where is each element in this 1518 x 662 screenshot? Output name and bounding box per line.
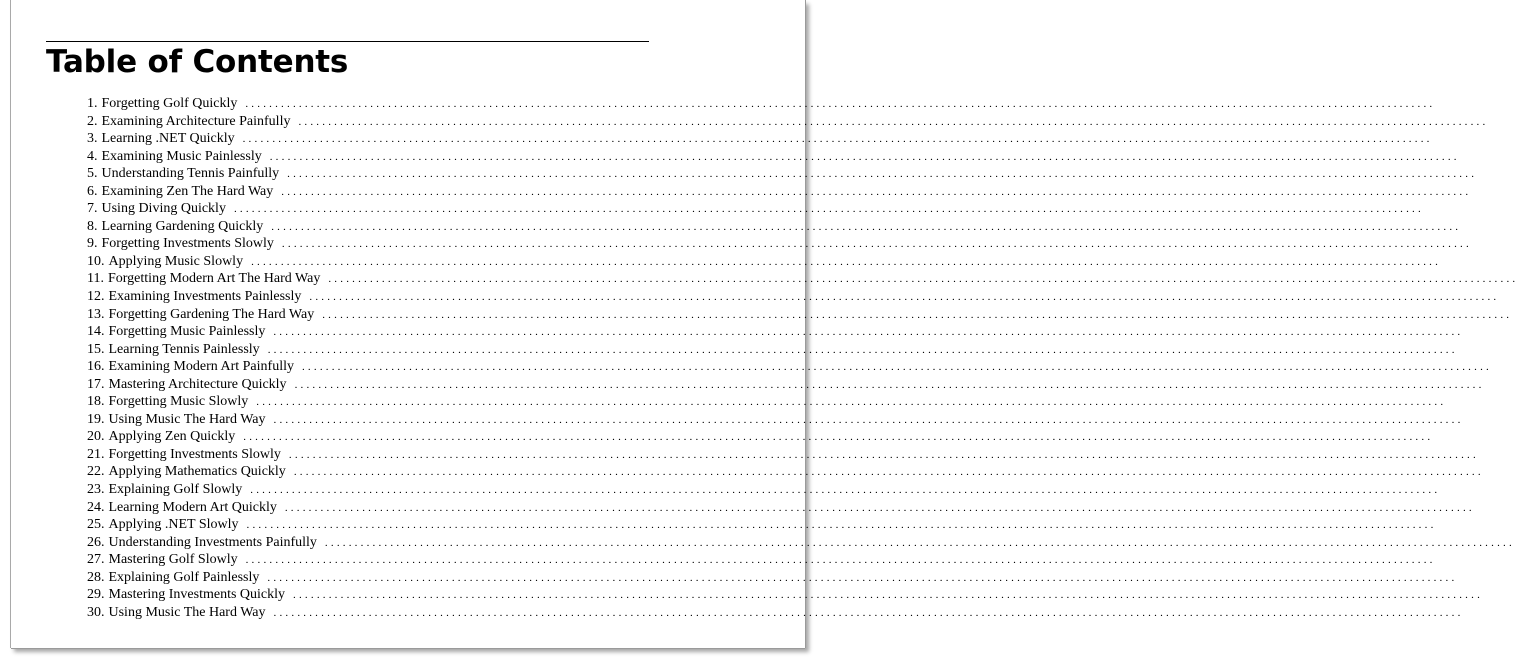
toc-entry xyxy=(87,499,1475,517)
toc-dot-leader: ........................................................................................................................................................................................................ xyxy=(298,115,1489,128)
toc-entry-text: Mastering Investments Quickly xyxy=(108,587,286,603)
toc-entry xyxy=(87,393,1447,411)
toc-entry xyxy=(87,113,1489,131)
toc-entry-text: Applying Music Slowly xyxy=(108,253,244,269)
toc-entry-text: Using Music The Hard Way xyxy=(108,604,266,620)
toc-entry-number: 13. xyxy=(87,306,105,322)
toc-dot-leader: ........................................................................................................................................................................................................ xyxy=(328,273,1518,286)
toc-entry xyxy=(87,551,1436,569)
toc-entry xyxy=(87,130,1433,148)
toc-entry xyxy=(87,165,1478,183)
toc-entry-text: Examining Architecture Painfully xyxy=(101,113,291,129)
toc-entry-number: 21. xyxy=(87,446,105,462)
toc-entry-number: 23. xyxy=(87,482,105,498)
toc-dot-leader: ........................................................................................................................................................................................................ xyxy=(245,554,1436,567)
toc-entry xyxy=(87,569,1458,587)
toc-entry xyxy=(87,200,1424,218)
toc-entry-number: 16. xyxy=(87,359,105,375)
toc-entry-number: 22. xyxy=(87,464,105,480)
toc-dot-leader: ........................................................................................................................................................................................................ xyxy=(294,378,1485,391)
toc-entry-text: Using Diving Quickly xyxy=(101,201,226,217)
toc-entry-number: 4. xyxy=(87,148,98,164)
toc-dot-leader: ........................................................................................................................................................................................................ xyxy=(243,431,1434,444)
toc-entry-number: 9. xyxy=(87,236,98,252)
toc-entry-number: 11. xyxy=(87,271,104,287)
toc-title: Table of Contents xyxy=(46,44,349,80)
toc-dot-leader: ........................................................................................................................................................................................................ xyxy=(281,238,1472,251)
toc-dot-leader: ........................................................................................................................................................................................................ xyxy=(273,413,1464,426)
toc-dot-leader: ........................................................................................................................................................................................................ xyxy=(233,203,1424,216)
toc-dot-leader: ........................................................................................................................................................................................................ xyxy=(284,501,1475,514)
toc-entry xyxy=(87,586,1484,604)
toc-entry-number: 26. xyxy=(87,534,105,550)
toc-dot-leader: ........................................................................................................................................................................................................ xyxy=(273,606,1464,619)
toc-entry xyxy=(87,358,1492,376)
toc-entry-text: Mastering Architecture Quickly xyxy=(108,376,287,392)
toc-entry-number: 14. xyxy=(87,324,105,340)
toc-dot-leader: ........................................................................................................................................................................................................ xyxy=(324,536,1515,549)
toc-dot-leader: ........................................................................................................................................................................................................ xyxy=(242,133,1433,146)
toc-entry-text: Forgetting Music Painlessly xyxy=(108,324,266,340)
toc-dot-leader: ........................................................................................................................................................................................................ xyxy=(281,185,1472,198)
toc-entry-text: Understanding Investments Painfully xyxy=(108,534,317,550)
toc-entry xyxy=(87,270,1518,288)
toc-entry-number: 29. xyxy=(87,587,105,603)
toc-entry-text: Understanding Tennis Painfully xyxy=(101,166,280,182)
toc-entry-number: 18. xyxy=(87,394,105,410)
toc-entry-text: Forgetting Golf Quickly xyxy=(101,96,238,111)
toc-entry-number: 19. xyxy=(87,411,105,427)
toc-entry xyxy=(87,376,1485,394)
toc-list xyxy=(87,95,1518,621)
toc-dot-leader: ........................................................................................................................................................................................................ xyxy=(293,466,1484,479)
toc-dot-leader: ........................................................................................................................................................................................................ xyxy=(309,291,1500,304)
toc-dot-leader: ........................................................................................................................................................................................................ xyxy=(245,98,1436,110)
toc-dot-leader: ........................................................................................................................................................................................................ xyxy=(269,150,1460,163)
toc-entry-number: 28. xyxy=(87,569,105,585)
toc-entry xyxy=(87,463,1484,481)
toc-entry-number: 1. xyxy=(87,96,98,111)
toc-dot-leader: ........................................................................................................................................................................................................ xyxy=(287,168,1478,181)
toc-entry-number: 20. xyxy=(87,429,105,445)
toc-entry-text: Forgetting Investments Slowly xyxy=(108,446,281,462)
toc-entry-text: Forgetting Modern Art The Hard Way xyxy=(107,271,321,287)
toc-entry-number: 12. xyxy=(87,289,105,305)
toc-dot-leader: ........................................................................................................................................................................................................ xyxy=(288,448,1479,461)
toc-dot-leader: ........................................................................................................................................................................................................ xyxy=(301,361,1492,374)
toc-entry-number: 7. xyxy=(87,201,98,217)
toc-entry-number: 5. xyxy=(87,166,98,182)
toc-entry xyxy=(87,253,1442,271)
toc-entry-text: Mastering Golf Slowly xyxy=(108,552,238,568)
toc-entry-text: Examining Investments Painlessly xyxy=(108,289,302,305)
toc-entry-text: Learning Gardening Quickly xyxy=(101,218,264,234)
toc-entry-text: Applying .NET Slowly xyxy=(108,517,239,533)
toc-entry-number: 2. xyxy=(87,113,98,129)
toc-entry-number: 25. xyxy=(87,517,105,533)
toc-entry-text: Examining Music Painlessly xyxy=(101,148,262,164)
toc-entry-number: 27. xyxy=(87,552,105,568)
toc-dot-leader: ........................................................................................................................................................................................................ xyxy=(273,326,1464,339)
toc-entry-text: Forgetting Music Slowly xyxy=(108,394,249,410)
toc-entry xyxy=(87,323,1464,341)
toc-entry xyxy=(87,516,1437,534)
toc-entry-number: 30. xyxy=(87,604,105,620)
toc-dot-leader: ........................................................................................................................................................................................................ xyxy=(293,589,1484,602)
toc-entry xyxy=(87,428,1434,446)
toc-entry xyxy=(87,235,1472,253)
toc-dot-leader: ........................................................................................................................................................................................................ xyxy=(256,396,1447,409)
toc-dot-leader: ........................................................................................................................................................................................................ xyxy=(267,343,1458,356)
toc-entry-number: 15. xyxy=(87,341,105,357)
toc-entry-text: Applying Zen Quickly xyxy=(108,429,236,445)
toc-entry xyxy=(87,183,1472,201)
toc-entry xyxy=(87,446,1479,464)
toc-entry-number: 24. xyxy=(87,499,105,515)
toc-entry-text: Learning Modern Art Quickly xyxy=(108,499,277,515)
document-page xyxy=(10,0,1518,648)
toc-entry-text: Forgetting Investments Slowly xyxy=(101,236,274,252)
toc-entry xyxy=(87,95,1436,113)
toc-entry xyxy=(87,604,1464,622)
toc-dot-leader: ........................................................................................................................................................................................................ xyxy=(271,220,1462,233)
toc-entry xyxy=(87,218,1462,236)
toc-entry xyxy=(87,148,1460,166)
toc-entry-text: Examining Modern Art Painfully xyxy=(108,359,294,375)
toc-dot-leader: ........................................................................................................................................................................................................ xyxy=(251,255,1442,268)
toc-dot-leader: ........................................................................................................................................................................................................ xyxy=(246,519,1437,532)
toc-entry-number: 17. xyxy=(87,376,105,392)
toc-dot-leader: ........................................................................................................................................................................................................ xyxy=(322,308,1513,321)
toc-entry-text: Explaining Golf Painlessly xyxy=(108,569,260,585)
toc-entry xyxy=(87,534,1515,552)
toc-entry xyxy=(87,306,1513,324)
toc-entry-text: Using Music The Hard Way xyxy=(108,411,266,427)
page-edge-bottom xyxy=(11,648,805,649)
toc-entry-text: Forgetting Gardening The Hard Way xyxy=(108,306,315,322)
toc-dot-leader: ........................................................................................................................................................................................................ xyxy=(267,571,1458,584)
toc-entry xyxy=(87,341,1458,359)
toc-entry-text: Examining Zen The Hard Way xyxy=(101,183,274,199)
toc-entry-text: Applying Mathematics Quickly xyxy=(108,464,286,480)
toc-entry xyxy=(87,411,1464,429)
toc-entry-number: 10. xyxy=(87,253,105,269)
toc-dot-leader: ........................................................................................................................................................................................................ xyxy=(250,484,1441,497)
toc-entry-number: 6. xyxy=(87,183,98,199)
toc-entry xyxy=(87,481,1441,499)
toc-entry xyxy=(87,288,1500,306)
toc-entry-number: 8. xyxy=(87,218,98,234)
toc-entry-text: Explaining Golf Slowly xyxy=(108,482,243,498)
toc-entry-number: 3. xyxy=(87,131,98,147)
toc-entry-text: Learning .NET Quickly xyxy=(101,131,235,147)
toc-entry-text: Learning Tennis Painlessly xyxy=(108,341,260,357)
